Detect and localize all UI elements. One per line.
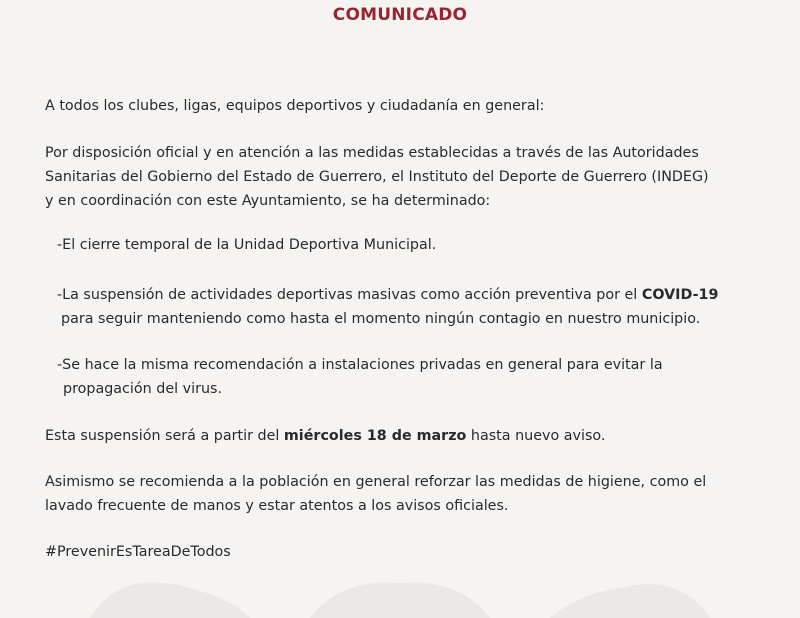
hygiene-paragraph bbox=[45, 470, 765, 518]
intro-line: Por disposición oficial y en atención a las medidas establecidas a través de las Autoridades bbox=[45, 145, 699, 161]
hygiene-line: Asimismo se recomienda a la población en general reforzar las medidas de higiene, como el bbox=[45, 474, 707, 490]
intro-paragraph bbox=[45, 141, 765, 213]
list-item-closure bbox=[57, 233, 436, 257]
watermark-emblem-icon bbox=[60, 558, 740, 618]
start-date-paragraph bbox=[45, 424, 765, 448]
list-item-continuation: para seguir manteniendo como hasta el momento ningún contagio en nuestro municipio. bbox=[61, 311, 701, 327]
hashtag-text: #PrevenirEsTareaDeTodos bbox=[45, 544, 231, 560]
list-item-text: -Se hace la misma recomendación a instalaciones privadas en general para evitar la bbox=[57, 357, 663, 373]
list-item-private-facilities bbox=[57, 353, 663, 401]
list-item-continuation: propagación del virus. bbox=[63, 381, 222, 397]
list-item-text: -El cierre temporal de la Unidad Deportiva Municipal. bbox=[57, 237, 437, 253]
intro-line: y en coordinación con este Ayuntamiento, se ha determinado: bbox=[45, 193, 491, 209]
covid-bold-text: COVID-19 bbox=[641, 287, 719, 303]
start-date-bold: miércoles 18 de marzo bbox=[283, 428, 467, 444]
start-after-text: hasta nuevo aviso. bbox=[466, 428, 606, 444]
greeting-text: A todos los clubes, ligas, equipos deportivos y ciudadanía en general: bbox=[45, 98, 545, 114]
list-item-suspension bbox=[57, 283, 718, 331]
hygiene-line: lavado frecuente de manos y estar atentos a los avisos oficiales. bbox=[45, 498, 509, 514]
start-before-text: Esta suspensión será a partir del bbox=[45, 428, 284, 444]
page-title: COMUNICADO bbox=[332, 5, 468, 25]
intro-line: Sanitarias del Gobierno del Estado de Guerrero, el Instituto del Deporte de Guerrero (INDEG) bbox=[45, 169, 709, 185]
list-item-text: -La suspensión de actividades deportivas masivas como acción preventiva por el bbox=[57, 287, 642, 303]
